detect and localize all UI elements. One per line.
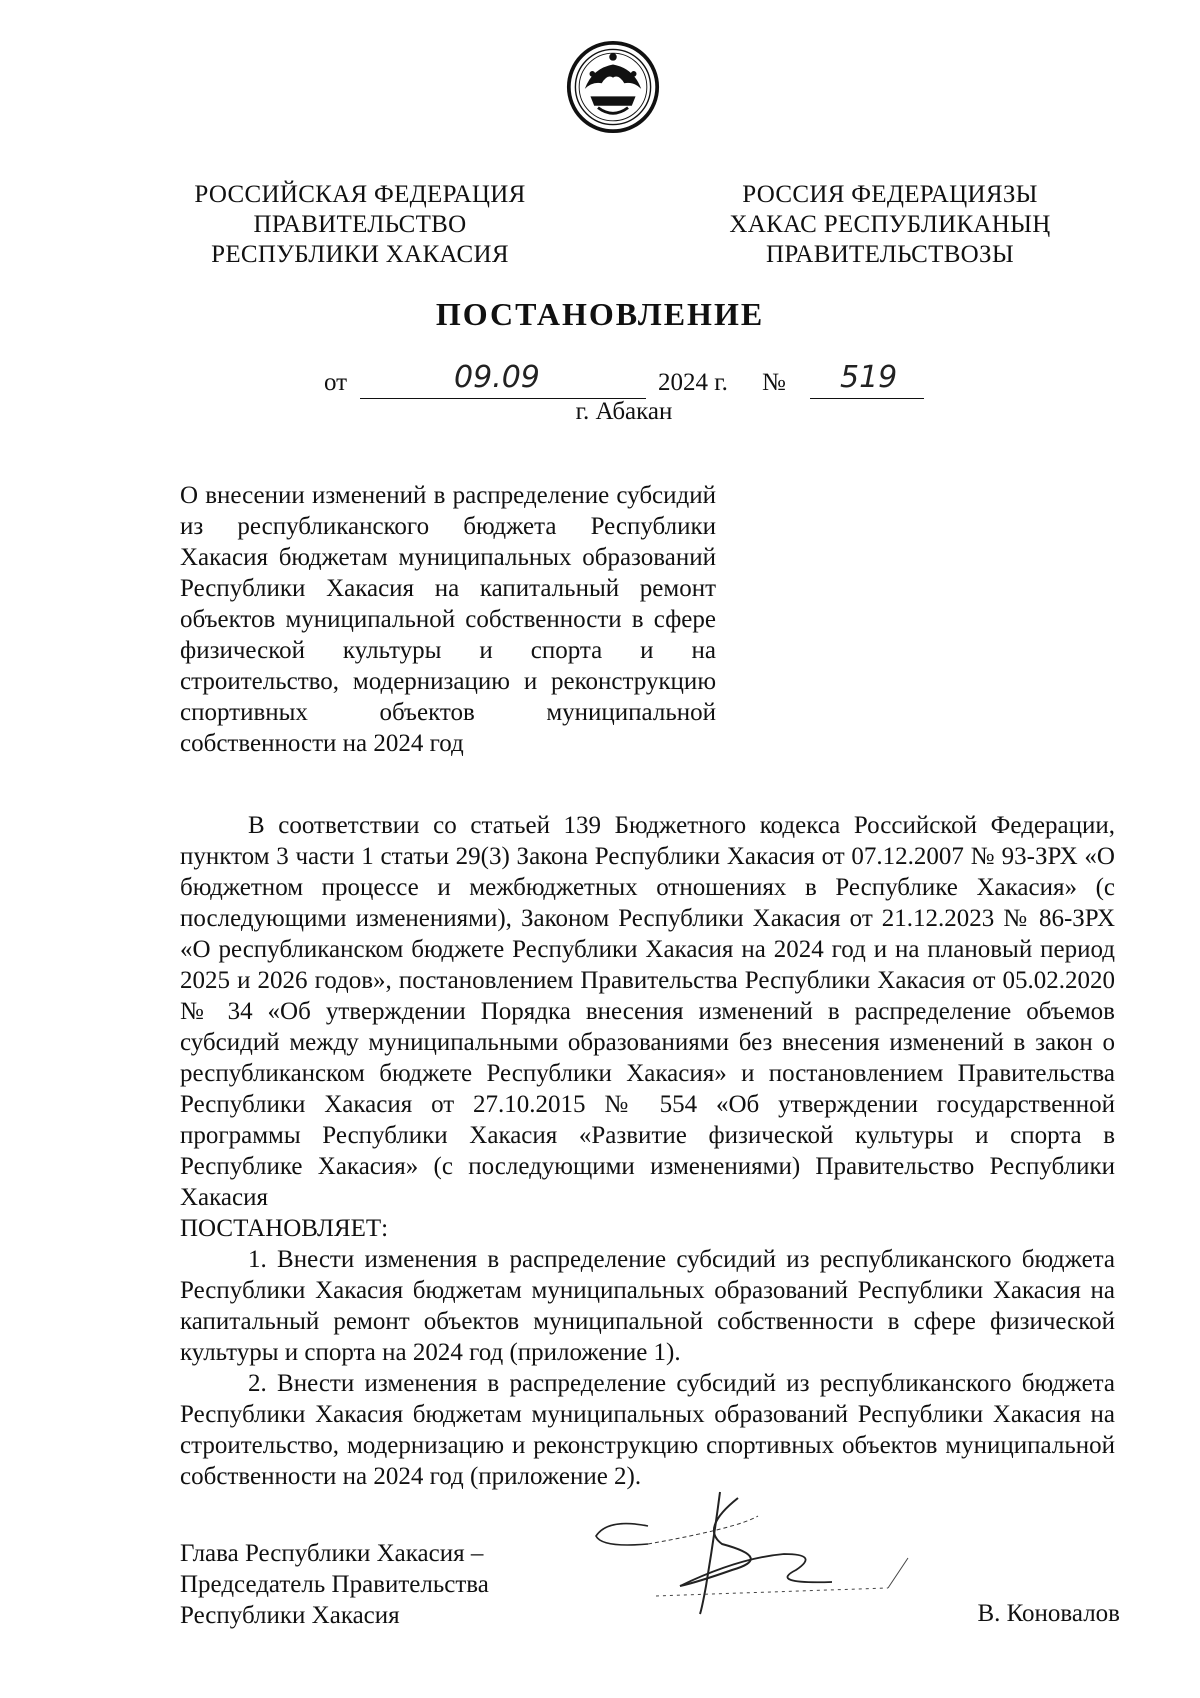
signatory-name: В. Коновалов	[977, 1600, 1120, 1627]
number-label: №	[762, 369, 786, 396]
date-handwritten: 09.09	[454, 360, 540, 395]
city: г. Абакан	[575, 398, 673, 425]
resolves-label: ПОСТАНОВЛЯЕТ:	[180, 1215, 389, 1242]
header-right-line-1: РОССИЯ ФЕДЕРАЦИЯЗЫ	[742, 181, 1038, 208]
header-left-line-2: ПРАВИТЕЛЬСТВО	[253, 211, 467, 238]
year-label: 2024 г.	[658, 369, 728, 396]
header-left-line-3: РЕСПУБЛИКИ ХАКАСИЯ	[211, 241, 509, 268]
header-right	[700, 180, 1080, 270]
header-right-line-3: ПРАВИТЕЛЬСТВОЗЫ	[766, 241, 1014, 268]
signatory-position-line-1: Глава Республики Хакасия –	[180, 1540, 484, 1567]
header-right-line-2: ХАКАС РЕСПУБЛИКАНЫҢ	[729, 211, 1051, 238]
republic-emblem-icon	[566, 40, 660, 134]
header-left-line-1: РОССИЙСКАЯ ФЕДЕРАЦИЯ	[194, 181, 526, 208]
header-left	[160, 180, 560, 270]
date-from-label: от	[324, 369, 348, 396]
number-handwritten: 519	[840, 360, 898, 395]
item-paragraph-1: 1. Внести изменения в распределение субсидий из республиканского бюджета Республики Хакасия бюджетам муниципальных образований Республики Хакасия на капитальный ремонт объектов муниципальной собственности в сфере физической культуры и спорта на 2024 год (приложение 1).	[180, 1246, 1115, 1366]
handwritten-signature	[588, 1488, 948, 1618]
document-title: ПОСТАНОВЛЕНИЕ	[435, 296, 765, 332]
item-paragraph-2: 2. Внести изменения в распределение субсидий из республиканского бюджета Республики Хакасия бюджетам муниципальных образований Республики Хакасия на строительство, модернизацию и реконструкцию спортивных объектов муниципальной собственности на 2024 год (приложение 2).	[180, 1370, 1115, 1490]
signatory-position-line-3: Республики Хакасия	[180, 1602, 400, 1629]
document-subject: О внесении изменений в распределение субсидий из республиканского бюджета Республики Хакасия бюджетам муниципальных образований Республики Хакасия на капитальный ремонт объектов муниципальной собственности в сфере физической культуры и спорта и на строительство, модернизацию и реконструкцию спортивных объектов муниципальной собственности на 2024 год	[180, 482, 716, 757]
signatory-position-line-2: Председатель Правительства	[180, 1571, 489, 1598]
signatory-position	[180, 1538, 540, 1631]
preamble-paragraph: В соответствии со статьей 139 Бюджетного кодекса Российской Федерации, пунктом 3 части 1 статьи 29(3) Закона Республики Хакасия от 07.12.2007 № 93-ЗРХ «О бюджетном процессе и межбюджетных отношениях в Республике Хакасия» (с последующими изменениями), Законом Республики Хакасия от 21.12.2023 № 86-ЗРХ «О республиканском бюджете Республики Хакасия на 2024 год и на плановый период 2025 и 2026 годов», постановлением Правительства Республики Хакасия от 05.02.2020 № 34 «Об утверждении Порядка внесения изменений в распределение объемов субсидий между муниципальными образованиями без внесения изменений в закон о республиканском бюджете Республики Хакасия» и постановлением Правительства Республики Хакасия от 27.10.2015 № 554 «Об утверждении государственной программы Республики Хакасия «Развитие физической культуры и спорта в Республике Хакасия» (с последующими изменениями) Правительство Республики Хакасия	[180, 812, 1115, 1211]
date-line	[324, 360, 1024, 400]
document-body	[180, 810, 1115, 1492]
